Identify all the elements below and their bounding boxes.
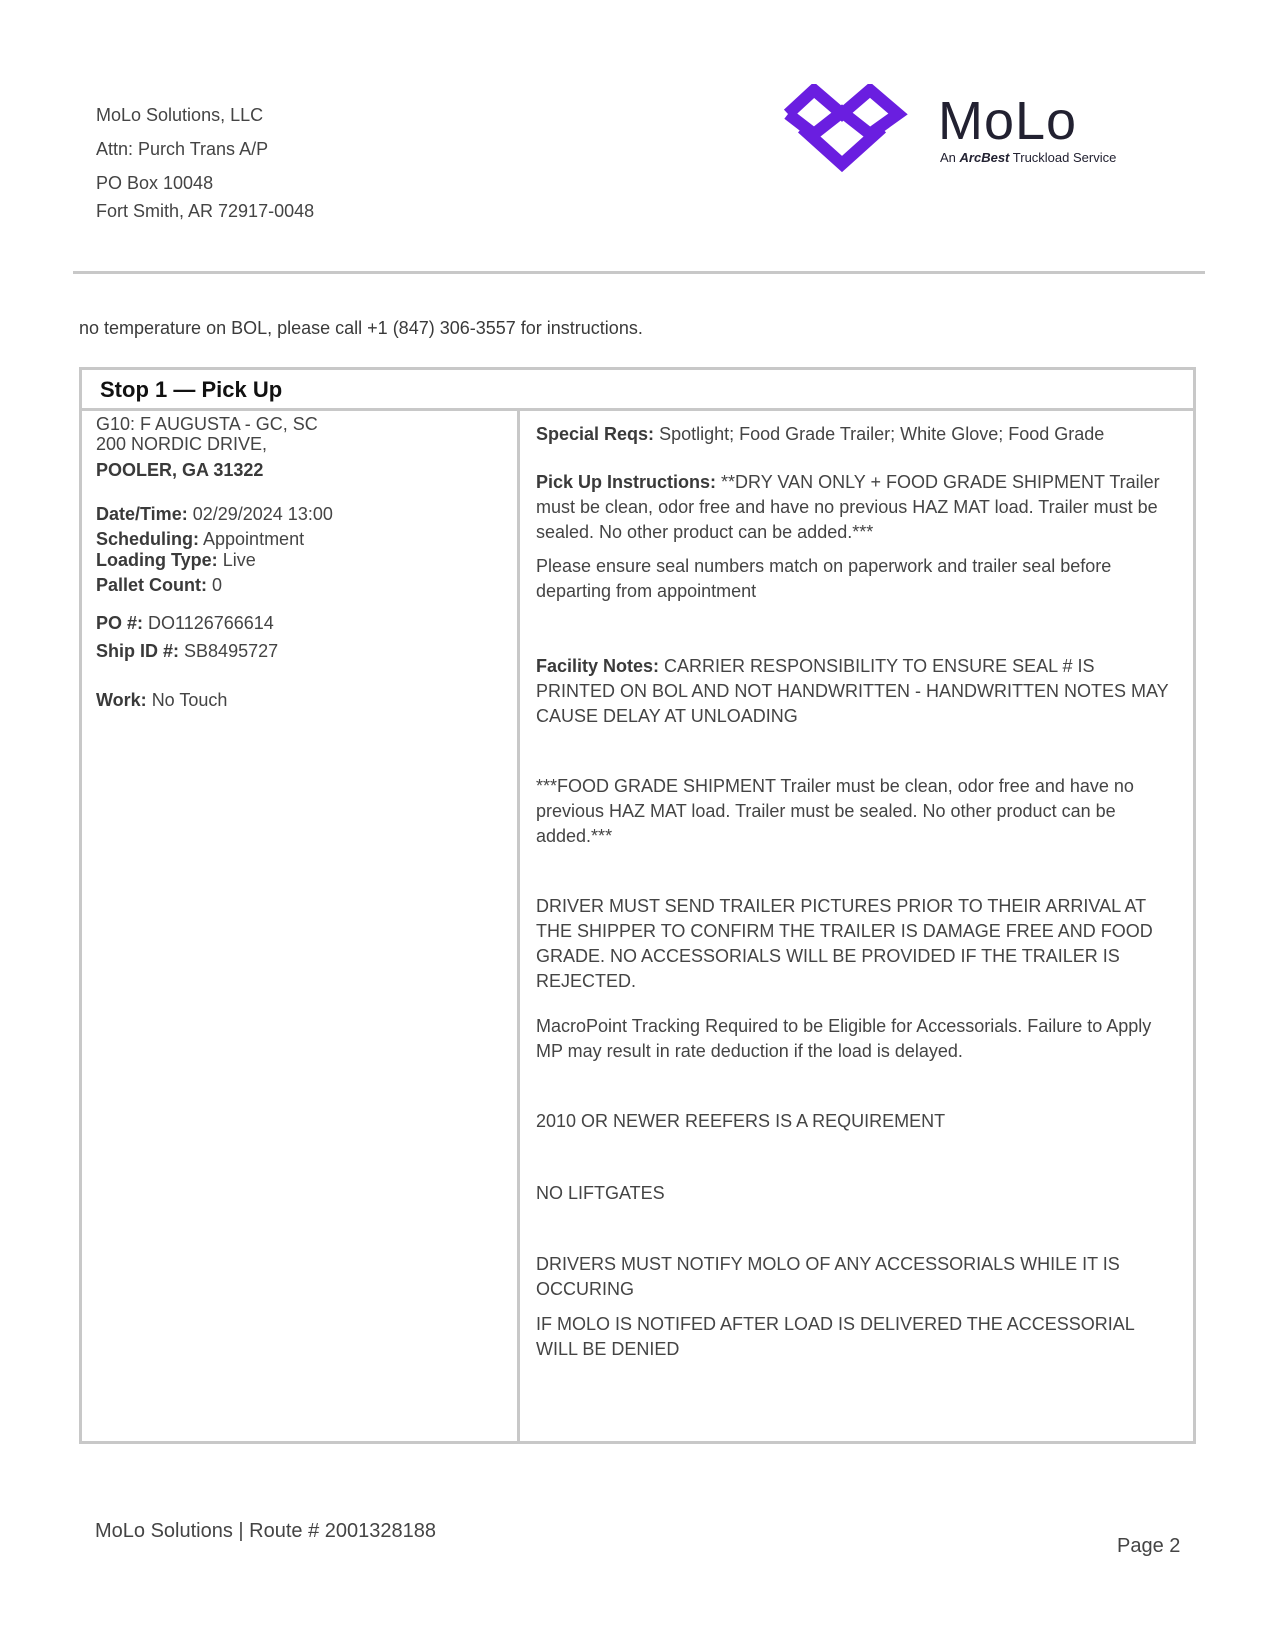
facility-notes-label: Facility Notes: bbox=[536, 656, 660, 676]
ship-id-row bbox=[96, 641, 278, 662]
special-reqs-label: Special Reqs: bbox=[536, 424, 655, 444]
sender-address bbox=[96, 104, 314, 222]
facility-city: POOLER, GA 31322 bbox=[96, 460, 264, 480]
sender-city-line: Fort Smith, AR 72917-0048 bbox=[96, 201, 315, 221]
pallet-count-row bbox=[96, 575, 222, 596]
work-label: Work: bbox=[96, 690, 147, 710]
logo-tag-suffix: Truckload Service bbox=[1012, 150, 1117, 165]
ship-id-value: SB8495727 bbox=[184, 641, 279, 661]
molo-wordmark: MoLo bbox=[938, 91, 1078, 151]
facility-address: 200 NORDIC DRIVE, bbox=[96, 434, 268, 454]
temperature-notice: no temperature on BOL, please call +1 (847) 306-3557 for instructions. bbox=[79, 318, 643, 338]
logo-tagline bbox=[940, 150, 1116, 165]
pickup-instructions-label: Pick Up Instructions: bbox=[536, 472, 717, 492]
scheduling-row bbox=[96, 529, 304, 550]
logo-tag-prefix: An bbox=[940, 150, 956, 165]
liftgate-note: NO LIFTGATES bbox=[536, 1183, 665, 1203]
sender-po-box: PO Box 10048 bbox=[96, 173, 214, 193]
food-grade-note: ***FOOD GRADE SHIPMENT Trailer must be clean, odor free and have no previous HAZ MAT load. Trailer must be sealed. No other product can be added.*** bbox=[536, 776, 1134, 846]
molo-logo-mark-icon bbox=[780, 84, 910, 174]
pickup-instructions-value: **DRY VAN ONLY + FOOD GRADE SHIPMENT Trailer must be clean, odor free and have no previous HAZ MAT load. Trailer must be sealed. No other product can be added.*** bbox=[536, 472, 1160, 542]
datetime-label: Date/Time: bbox=[96, 504, 188, 524]
sender-attn: Attn: Purch Trans A/P bbox=[96, 139, 269, 159]
trailer-pictures-note: DRIVER MUST SEND TRAILER PICTURES PRIOR TO THEIR ARRIVAL AT THE SHIPPER TO CONFIRM THE TRAILER IS DAMAGE FREE AND FOOD GRADE. NO ACCESSORIALS WILL BE PROVIDED IF THE TRAILER IS REJECTED. bbox=[536, 896, 1153, 991]
datetime-value: 02/29/2024 13:00 bbox=[192, 504, 333, 524]
sender-company: MoLo Solutions, LLC bbox=[96, 105, 264, 125]
pallet-count-value: 0 bbox=[212, 575, 223, 595]
scheduling-label: Scheduling: bbox=[96, 529, 199, 549]
footer-route: MoLo Solutions | Route # 2001328188 bbox=[95, 1520, 437, 1542]
logo-tag-brand: ArcBest bbox=[959, 150, 1010, 165]
work-value: No Touch bbox=[151, 690, 228, 710]
pickup-instructions bbox=[536, 470, 1176, 545]
macropoint-note: MacroPoint Tracking Required to be Eligible for Accessorials. Failure to Apply MP may result in rate deduction if the load is delayed. bbox=[536, 1016, 1152, 1061]
notify-accessorials-note: DRIVERS MUST NOTIFY MOLO OF ANY ACCESSORIALS WHILE IT IS OCCURING bbox=[536, 1254, 1120, 1299]
stop-title: Stop 1 — Pick Up bbox=[100, 377, 283, 402]
datetime-row bbox=[96, 504, 333, 525]
pallet-count-label: Pallet Count: bbox=[96, 575, 207, 595]
accessorial-denied-note: IF MOLO IS NOTIFED AFTER LOAD IS DELIVERED THE ACCESSORIAL WILL BE DENIED bbox=[536, 1314, 1135, 1359]
po-label: PO #: bbox=[96, 613, 144, 633]
header-divider bbox=[73, 271, 1205, 274]
loading-type-label: Loading Type: bbox=[96, 550, 218, 570]
special-reqs-value: Spotlight; Food Grade Trailer; White Glove; Food Grade bbox=[659, 424, 1105, 444]
po-value: DO1126766614 bbox=[148, 613, 274, 633]
stop-header bbox=[82, 370, 1193, 411]
po-row bbox=[96, 613, 274, 634]
column-divider bbox=[517, 411, 520, 1441]
page-number: Page 2 bbox=[1117, 1535, 1181, 1557]
scheduling-value: Appointment bbox=[203, 529, 305, 549]
loading-type-value: Live bbox=[222, 550, 256, 570]
facility-name: G10: F AUGUSTA - GC, SC bbox=[96, 414, 318, 434]
seal-note: Please ensure seal numbers match on paperwork and trailer seal before departing from appointment bbox=[536, 556, 1112, 601]
work-row bbox=[96, 690, 227, 711]
loading-type-row bbox=[96, 550, 256, 571]
ship-id-label: Ship ID #: bbox=[96, 641, 180, 661]
stop-table bbox=[79, 367, 1196, 1444]
special-reqs bbox=[536, 422, 1176, 447]
facility-notes-value: CARRIER RESPONSIBILITY TO ENSURE SEAL # IS PRINTED ON BOL AND NOT HANDWRITTEN - HANDWRITTEN NOTES MAY CAUSE DELAY AT UNLOADING bbox=[536, 656, 1169, 726]
molo-logo bbox=[780, 84, 1160, 180]
facility-notes bbox=[536, 654, 1176, 729]
reefer-note: 2010 OR NEWER REEFERS IS A REQUIREMENT bbox=[536, 1111, 946, 1131]
